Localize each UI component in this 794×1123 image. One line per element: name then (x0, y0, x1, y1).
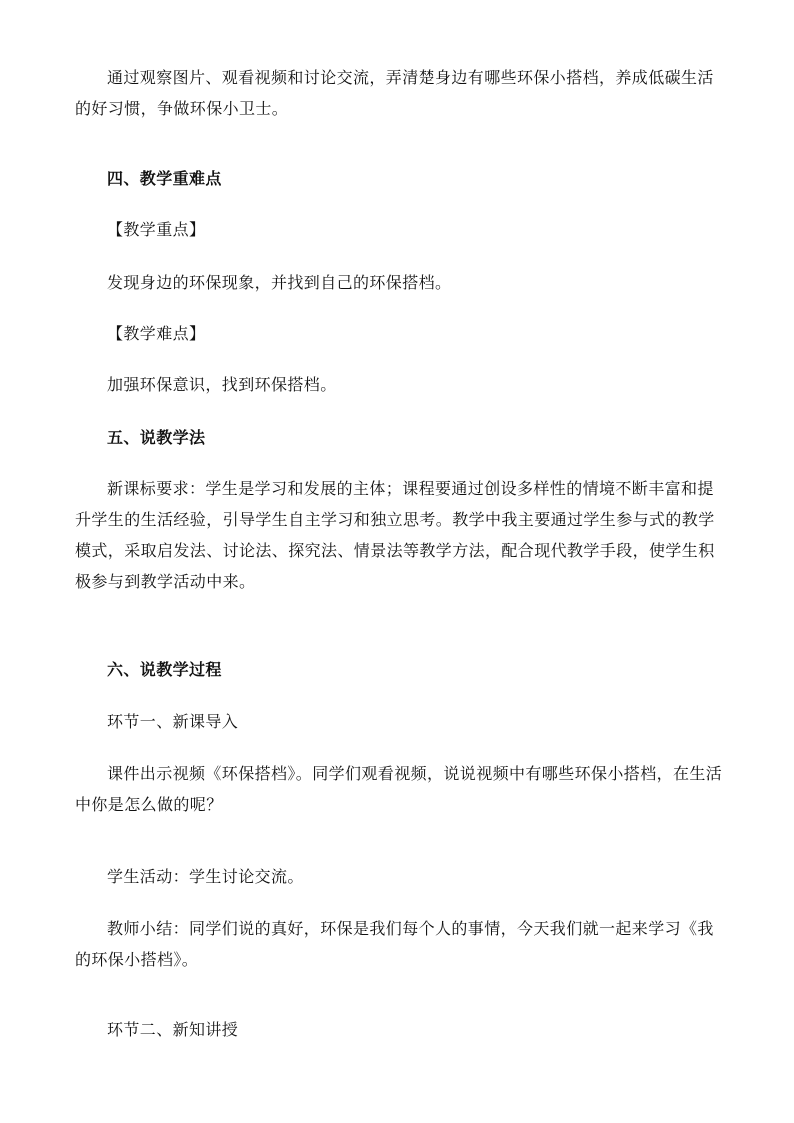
section-5-heading: 五、说教学法 (107, 428, 206, 447)
difficult-points-label: 【教学难点】 (107, 324, 206, 343)
key-points-label: 【教学重点】 (107, 220, 206, 239)
difficult-points-text: 加强环保意识，找到环保搭档。 (107, 375, 337, 394)
student-activity: 学生活动：学生讨论交流。 (107, 867, 304, 886)
teacher-summary: 教师小结：同学们说的真好，环保是我们每个人的事情，今天我们就一起来学习《我的环保小搭档》。 (75, 919, 714, 969)
step-1-heading: 环节一、新课导入 (107, 712, 239, 731)
section-4-heading: 四、教学重难点 (107, 169, 222, 188)
intro-paragraph: 通过观察图片、观看视频和讨论交流，弄清楚身边有哪些环保小搭档，养成低碳生活的好习惯，争做环保小卫士。 (75, 68, 714, 118)
step-2-heading: 环节二、新知讲授 (107, 1020, 239, 1039)
step-1-paragraph: 课件出示视频《环保搭档》。同学们观看视频，说说视频中有哪些环保小搭档，在生活中你是怎么做的呢？ (75, 764, 723, 814)
key-points-text: 发现身边的环保现象，并找到自己的环保搭档。 (107, 273, 452, 292)
teaching-method-paragraph: 新课标要求：学生是学习和发展的主体；课程要通过创设多样性的情境不断丰富和提升学生的生活经验，引导学生自主学习和独立思考。教学中我主要通过学生参与式的教学模式，采取启发法、讨论法、探究法、情景法等教学方法，配合现代教学手段，使学生积极参与到教学活动中来。 (75, 479, 715, 591)
section-6-heading: 六、说教学过程 (107, 660, 222, 679)
